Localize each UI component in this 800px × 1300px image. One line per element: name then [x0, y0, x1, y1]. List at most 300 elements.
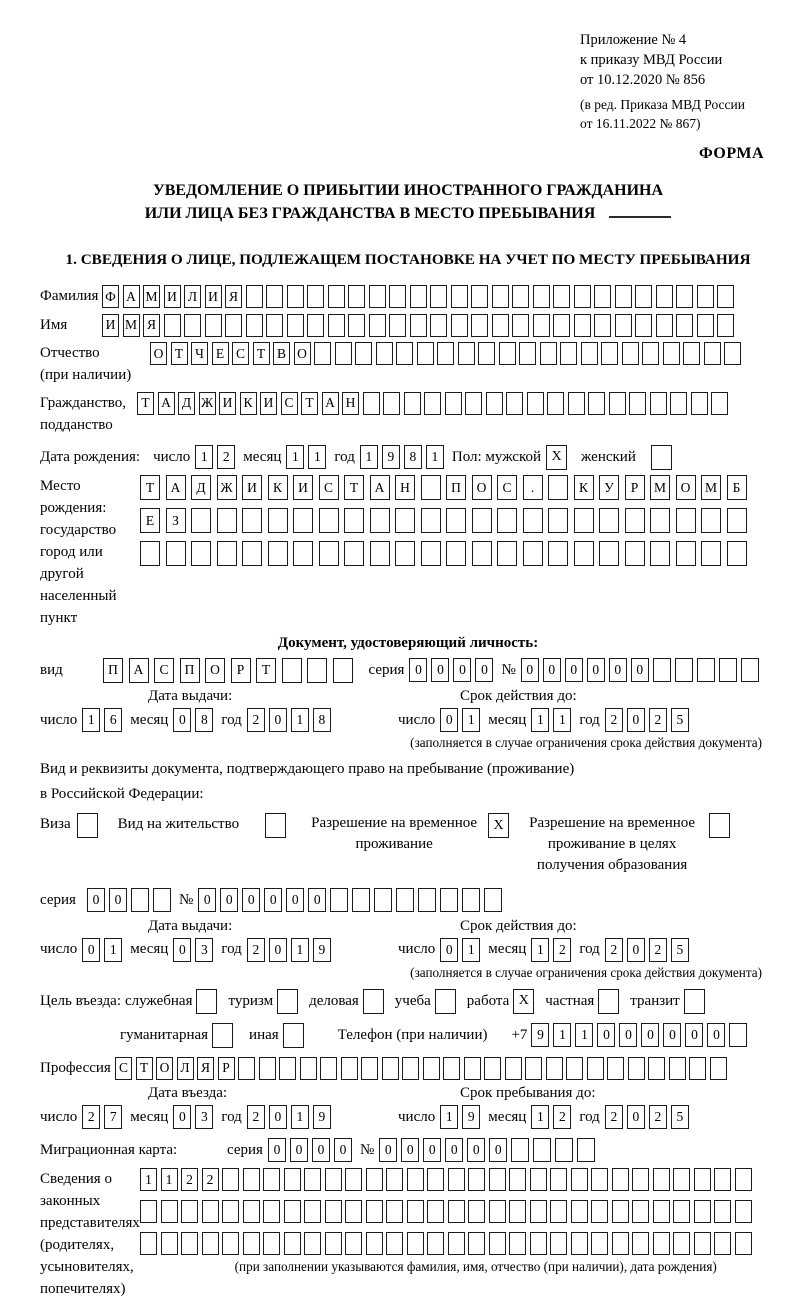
stay-year-label: год [579, 1108, 600, 1125]
stay-year-cells [605, 1105, 689, 1129]
char-cell [325, 1168, 342, 1191]
char-cell [166, 541, 186, 566]
char-cell: М [650, 475, 670, 500]
purpose-official-label: служебная [124, 992, 193, 1009]
char-cell: 0 [401, 1138, 419, 1162]
char-cell [492, 285, 509, 308]
char-cell [427, 1200, 444, 1223]
char-cell: 2 [605, 708, 623, 732]
char-cell: О [150, 342, 167, 365]
char-cell [266, 314, 283, 337]
char-cell: 3 [195, 938, 213, 962]
char-cell: 1 [291, 708, 309, 732]
char-cell [333, 658, 353, 683]
char-cell [404, 392, 421, 415]
purpose-other-label: иная [249, 1026, 279, 1043]
char-cell [293, 541, 313, 566]
char-cell [653, 658, 671, 682]
char-cell [242, 541, 262, 566]
char-cell: М [701, 475, 721, 500]
entry-dates [40, 1085, 776, 1129]
char-cell [242, 508, 262, 533]
residence-valid-day-label: число [398, 941, 436, 957]
char-cell [574, 541, 594, 566]
char-cell [222, 1232, 239, 1255]
purpose-humanitarian-label: гуманитарная [120, 1026, 209, 1043]
char-cell: 9 [462, 1105, 480, 1129]
char-cell [588, 392, 605, 415]
migration-card-row [40, 1138, 776, 1162]
char-cell [568, 392, 585, 415]
citizenship-label: Гражданство, подданство [40, 394, 127, 433]
residence-series-label: серия [40, 891, 76, 908]
char-cell [352, 888, 370, 912]
entry-date-heading: Дата въезда: [148, 1085, 228, 1101]
char-cell: 9 [313, 938, 331, 962]
char-cell: Т [253, 342, 270, 365]
char-cell [304, 1232, 321, 1255]
char-cell: 1 [195, 445, 213, 469]
char-cell [599, 508, 619, 533]
char-cell: 1 [462, 938, 480, 962]
char-cell: 0 [308, 888, 326, 912]
residence-number-label: № [178, 891, 194, 908]
char-cell [282, 658, 302, 683]
char-cell [587, 1057, 604, 1080]
char-cell: С [319, 475, 339, 500]
char-cell [486, 392, 503, 415]
char-cell: 3 [195, 1105, 213, 1129]
residence-valid-year-label: год [579, 941, 600, 957]
stay-day-label: число [398, 1108, 436, 1125]
char-cell: 1 [426, 445, 444, 469]
residence-doc-intro2: в Российской Федерации: [40, 786, 204, 802]
char-cell [540, 342, 557, 365]
char-cell [284, 1200, 301, 1223]
representatives-label: Сведения о законных представителях (родителях, усыновителях, попечителях) [40, 1171, 140, 1297]
char-cell [497, 541, 517, 566]
char-cell [648, 1057, 665, 1080]
char-cell [701, 541, 721, 566]
char-cell: Т [137, 392, 154, 415]
char-cell: 8 [313, 708, 331, 732]
char-cell [673, 1232, 690, 1255]
citizenship-row [40, 392, 776, 436]
char-cell [284, 1232, 301, 1255]
char-cell [574, 314, 591, 337]
identity-valid-month-label: месяц [488, 711, 527, 728]
birthdate-year-cells [360, 445, 444, 469]
char-cell [468, 1200, 485, 1223]
char-cell: 2 [247, 938, 265, 962]
char-cell [607, 1057, 624, 1080]
char-cell [153, 888, 171, 912]
identity-doc-note: (заполняется в случае ограничения срока действия документа) [410, 735, 762, 750]
char-cell [676, 314, 693, 337]
char-cell [629, 392, 646, 415]
char-cell [615, 285, 632, 308]
temp-residence-edu-checkbox [709, 813, 730, 838]
char-cell [330, 888, 348, 912]
char-cell [717, 314, 734, 337]
char-cell [555, 1138, 573, 1162]
char-cell [268, 541, 288, 566]
char-cell [263, 1232, 280, 1255]
char-cell: 0 [173, 708, 191, 732]
patronymic-cells [150, 342, 741, 365]
char-cell: 2 [649, 1105, 667, 1129]
char-cell [131, 888, 149, 912]
stay-day-cells [440, 1105, 480, 1129]
char-cell: О [156, 1057, 173, 1080]
char-cell [396, 342, 413, 365]
char-cell: 0 [587, 658, 605, 682]
char-cell: 1 [462, 708, 480, 732]
header-amendment [580, 95, 776, 133]
char-cell: Т [256, 658, 276, 683]
char-cell [319, 541, 339, 566]
char-cell: Л [177, 1057, 194, 1080]
residence-permit-label: Вид на жительство [117, 816, 240, 832]
char-cell: Т [301, 392, 318, 415]
char-cell [246, 314, 263, 337]
purpose-row [40, 989, 776, 1014]
char-cell [714, 1168, 731, 1191]
char-cell [574, 508, 594, 533]
char-cell: Д [191, 475, 211, 500]
char-cell [266, 285, 283, 308]
purpose-humanitarian-checkbox [212, 1023, 233, 1048]
char-cell [328, 285, 345, 308]
char-cell [670, 392, 687, 415]
char-cell: Р [231, 658, 251, 683]
char-cell [395, 541, 415, 566]
char-cell [462, 888, 480, 912]
char-cell: О [472, 475, 492, 500]
char-cell: 0 [269, 938, 287, 962]
purpose-work-checkbox: X [513, 989, 534, 1014]
char-cell: П [446, 475, 466, 500]
char-cell [489, 1200, 506, 1223]
char-cell: 1 [291, 938, 309, 962]
residence-valid-month-cells [531, 938, 571, 962]
identity-valid-year-label: год [579, 711, 600, 728]
purpose-business-label: деловая [309, 992, 359, 1009]
char-cell [325, 1200, 342, 1223]
char-cell [389, 314, 406, 337]
char-cell [735, 1200, 752, 1223]
migration-number-cells [379, 1138, 595, 1162]
char-cell: Б [727, 475, 747, 500]
char-cell [205, 314, 222, 337]
char-cell [683, 342, 700, 365]
visa-checkbox [77, 813, 98, 838]
char-cell: И [260, 392, 277, 415]
temp-residence-label: Разрешение на временное проживание [311, 815, 478, 852]
char-cell: П [180, 658, 200, 683]
char-cell [293, 508, 313, 533]
forma-label: ФОРМА [698, 145, 764, 162]
purpose-row2 [40, 1023, 776, 1048]
representatives-cells-row3 [140, 1232, 752, 1255]
char-cell [383, 392, 400, 415]
representatives-note: (при заполнении указываются фамилия, имя, отчество (при наличии), дата рождения) [234, 1259, 717, 1274]
phone-prefix: +7 [511, 1026, 528, 1043]
section1-heading: 1. СВЕДЕНИЯ О ЛИЦЕ, ПОДЛЕЖАЩЕМ ПОСТАНОВКЕ НА УЧЕТ ПО МЕСТУ ПРЕБЫВАНИЯ [65, 251, 751, 268]
char-cell [694, 1168, 711, 1191]
char-cell [325, 1232, 342, 1255]
char-cell [591, 1168, 608, 1191]
char-cell [363, 392, 380, 415]
char-cell [497, 508, 517, 533]
identity-doc-kind-row [40, 658, 776, 683]
entry-month-cells [173, 1105, 213, 1129]
char-cell: У [599, 475, 619, 500]
char-cell [697, 314, 714, 337]
char-cell [344, 541, 364, 566]
residence-doc-intro1: Вид и реквизиты документа, подтверждающего право на пребывание (проживание) [40, 761, 575, 777]
char-cell [710, 1057, 727, 1080]
char-cell [374, 888, 392, 912]
residence-doc-note: (заполняется в случае ограничения срока действия документа) [410, 964, 762, 980]
char-cell [650, 508, 670, 533]
char-cell [430, 285, 447, 308]
char-cell [546, 1057, 563, 1080]
profession-cells [115, 1057, 727, 1080]
profession-row [40, 1057, 776, 1080]
char-cell [307, 314, 324, 337]
char-cell: 0 [173, 938, 191, 962]
char-cell [550, 1200, 567, 1223]
char-cell [571, 1168, 588, 1191]
char-cell [259, 1057, 276, 1080]
identity-doc-heading: Документ, удостоверяющий личность: [277, 634, 539, 651]
char-cell: И [164, 285, 181, 308]
sex-female-label: женский [581, 448, 636, 465]
char-cell: Т [136, 1057, 153, 1080]
identity-series-cells [409, 658, 493, 682]
char-cell: Т [171, 342, 188, 365]
char-cell [222, 1168, 239, 1191]
char-cell: А [129, 658, 149, 683]
char-cell: К [240, 392, 257, 415]
char-cell [719, 658, 737, 682]
char-cell [599, 541, 619, 566]
char-cell: 1 [440, 1105, 458, 1129]
char-cell [609, 392, 626, 415]
char-cell [300, 1057, 317, 1080]
char-cell: 2 [217, 445, 235, 469]
char-cell [366, 1200, 383, 1223]
char-cell [263, 1200, 280, 1223]
char-cell [525, 1057, 542, 1080]
char-cell [164, 314, 181, 337]
char-cell [571, 1232, 588, 1255]
form-title [40, 179, 776, 225]
char-cell [691, 392, 708, 415]
purpose-private-label: частная [545, 992, 595, 1009]
char-cell: С [232, 342, 249, 365]
char-cell: П [103, 658, 123, 683]
char-cell: 0 [431, 658, 449, 682]
char-cell: 0 [440, 708, 458, 732]
char-cell [417, 342, 434, 365]
char-cell [724, 342, 741, 365]
purpose-official-checkbox [196, 989, 217, 1014]
char-cell: 2 [181, 1168, 198, 1191]
identity-doc-dates [40, 688, 776, 732]
char-cell [418, 888, 436, 912]
char-cell: 1 [575, 1023, 593, 1047]
char-cell [553, 285, 570, 308]
char-cell: 1 [161, 1168, 178, 1191]
char-cell [386, 1232, 403, 1255]
char-cell [727, 541, 747, 566]
char-cell [396, 888, 414, 912]
char-cell [574, 285, 591, 308]
char-cell [591, 1232, 608, 1255]
char-cell [389, 285, 406, 308]
char-cell [553, 314, 570, 337]
residence-valid-month-label: месяц [488, 941, 527, 957]
char-cell [410, 285, 427, 308]
char-cell [650, 392, 667, 415]
char-cell [530, 1200, 547, 1223]
char-cell [533, 314, 550, 337]
char-cell: 2 [247, 708, 265, 732]
char-cell [279, 1057, 296, 1080]
char-cell: Р [625, 475, 645, 500]
char-cell [676, 541, 696, 566]
char-cell: 0 [641, 1023, 659, 1047]
form-title-line1: УВЕДОМЛЕНИЕ О ПРИБЫТИИ ИНОСТРАННОГО ГРАЖДАНИНА [152, 182, 664, 199]
char-cell [625, 508, 645, 533]
birthplace-cells-row2 [140, 508, 747, 533]
char-cell [509, 1232, 526, 1255]
char-cell [533, 1138, 551, 1162]
char-cell [225, 314, 242, 337]
char-cell [217, 541, 237, 566]
char-cell [446, 541, 466, 566]
char-cell [287, 285, 304, 308]
char-cell [653, 1200, 670, 1223]
residence-issue-year-cells [247, 938, 331, 962]
char-cell: А [370, 475, 390, 500]
char-cell [222, 1200, 239, 1223]
char-cell [345, 1200, 362, 1223]
entry-year-label: год [221, 1108, 242, 1125]
char-cell: 2 [605, 938, 623, 962]
purpose-transit-label: транзит [630, 992, 680, 1009]
char-cell: 0 [685, 1023, 703, 1047]
char-cell: 2 [553, 1105, 571, 1129]
purpose-private-checkbox [598, 989, 619, 1014]
residence-valid-day-cells [440, 938, 480, 962]
char-cell [711, 392, 728, 415]
char-cell [348, 314, 365, 337]
purpose-other-checkbox [283, 1023, 304, 1048]
char-cell [511, 1138, 529, 1162]
temp-residence-edu-label: Разрешение на временное проживание в целях получения образования [529, 815, 696, 873]
char-cell [499, 342, 516, 365]
char-cell [550, 1232, 567, 1255]
char-cell: 0 [619, 1023, 637, 1047]
char-cell [468, 1232, 485, 1255]
char-cell: . [523, 475, 543, 500]
purpose-tourism-label: туризм [228, 992, 274, 1009]
char-cell [314, 342, 331, 365]
char-cell: 0 [631, 658, 649, 682]
char-cell [361, 1057, 378, 1080]
char-cell: 2 [553, 938, 571, 962]
char-cell [191, 541, 211, 566]
char-cell [437, 342, 454, 365]
char-cell [451, 314, 468, 337]
residence-number-cells [198, 888, 502, 912]
char-cell [268, 508, 288, 533]
sex-female-checkbox [651, 445, 672, 470]
char-cell [440, 888, 458, 912]
char-cell [548, 508, 568, 533]
char-cell [366, 1232, 383, 1255]
char-cell [471, 285, 488, 308]
identity-valid-day-cells [440, 708, 480, 732]
birthdate-day-cells [195, 445, 235, 469]
char-cell [566, 1057, 583, 1080]
char-cell [548, 541, 568, 566]
char-cell [386, 1168, 403, 1191]
identity-issue-day-cells [82, 708, 122, 732]
char-cell: 8 [195, 708, 213, 732]
form-title-line2: ИЛИ ЛИЦА БЕЗ ГРАЖДАНСТВА В МЕСТО ПРЕБЫВАНИЯ [144, 205, 596, 222]
char-cell [445, 392, 462, 415]
identity-valid-year-cells [605, 708, 689, 732]
char-cell [530, 1232, 547, 1255]
char-cell: Е [140, 508, 160, 533]
char-cell [505, 1057, 522, 1080]
identity-valid-heading: Срок действия до: [460, 688, 577, 704]
char-cell [246, 285, 263, 308]
char-cell: 9 [382, 445, 400, 469]
char-cell: Ч [191, 342, 208, 365]
char-cell [263, 1168, 280, 1191]
residence-issue-day-cells [82, 938, 122, 962]
char-cell: А [322, 392, 339, 415]
char-cell [523, 508, 543, 533]
char-cell [402, 1057, 419, 1080]
char-cell: 1 [553, 1023, 571, 1047]
birthplace-cells-row1 [140, 475, 747, 500]
char-cell [458, 342, 475, 365]
char-cell: 0 [334, 1138, 352, 1162]
char-cell [468, 1168, 485, 1191]
entry-day-cells [82, 1105, 122, 1129]
char-cell [523, 541, 543, 566]
purpose-transit-checkbox [684, 989, 705, 1014]
residence-issue-month-cells [173, 938, 213, 962]
char-cell [656, 285, 673, 308]
char-cell [492, 314, 509, 337]
char-cell: 1 [360, 445, 378, 469]
char-cell: 0 [409, 658, 427, 682]
char-cell: Ж [217, 475, 237, 500]
char-cell: 0 [87, 888, 105, 912]
char-cell [547, 392, 564, 415]
char-cell [202, 1232, 219, 1255]
char-cell [370, 541, 390, 566]
char-cell [370, 508, 390, 533]
title-underline [609, 216, 671, 218]
